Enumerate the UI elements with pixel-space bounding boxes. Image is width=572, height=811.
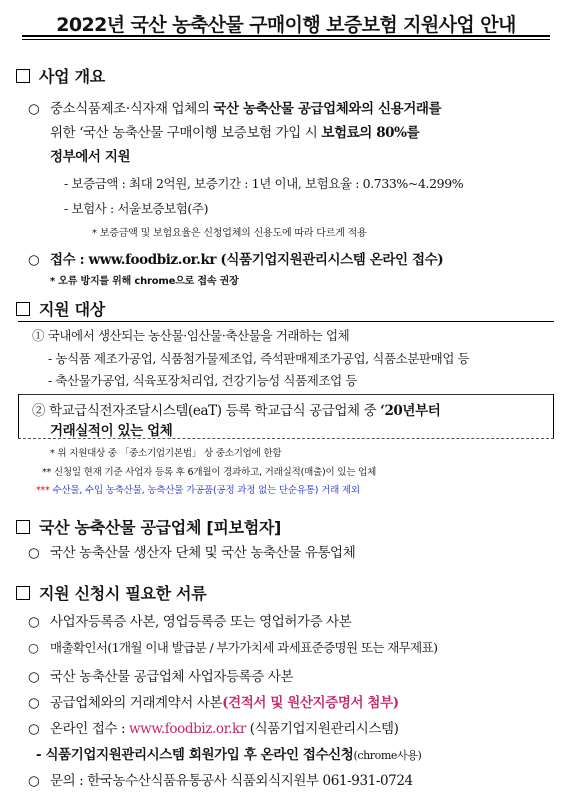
circle-outline-icon: ○ xyxy=(28,614,40,630)
online-apply-url-link[interactable]: www.foodbiz.or.kr xyxy=(129,721,246,737)
section-heading-text: 국산 농축산물 공급업체 [피보험자] xyxy=(39,518,282,537)
square-outline-icon xyxy=(16,302,30,316)
target-item-1-detail-2: - 축산물가공업, 식육포장처리업, 건강기능성 식품제조업 등 xyxy=(48,373,358,388)
circle-outline-icon: ○ xyxy=(28,695,40,711)
target-note-2: ** 신청일 현재 기준 사업자 등록 후 6개월이 경과하고, 거래실적(매출)이 있는 업체 xyxy=(42,467,377,478)
section-heading-text: 사업 개요 xyxy=(39,67,105,86)
overview-paragraph-line-2: 위한 ‘국산 농축산물 구매이행 보증보험 가입 시 보험료의 80%를 xyxy=(50,125,420,141)
supplier-item: ○ 국산 농축산물 생산자 단체 및 국산 농축산물 유통업체 xyxy=(28,545,356,561)
document-item-5-note: - 식품기업지원관리시스템 회원가입 후 온라인 접수신청(chrome사용) xyxy=(36,747,422,763)
overview-apply-note: * 오류 방지를 위해 chrome으로 접속 권장 xyxy=(50,276,239,287)
target-item-1-detail-1: - 농식품 제조가공업, 식품첨가물제조업, 즉석판매제조가공업, 식품소분판매업 등 xyxy=(48,351,470,366)
section-heading-documents xyxy=(16,581,206,604)
target-item-1: ① 국내에서 생산되는 농산물·임산물·축산물을 거래하는 업체 xyxy=(32,328,350,343)
overview-detail-insurer: - 보험사 : 서울보증보험(주) xyxy=(64,201,209,216)
target-box-bottom-rule xyxy=(18,438,554,439)
overview-apply-line: ○ 접수 : www.foodbiz.or.kr (식품기업지원관리시스템 온라인 접수) xyxy=(28,252,444,268)
document-item-2: ○ 매출확인서(1개월 이내 발급분 / 부가가치세 과세표준증명원 또는 재무제표) xyxy=(28,640,438,655)
target-note-3: *** 수산물, 수입 농축산물, 농축산물 가공품(공정 과정 없는 단순유통) 거래 제외 xyxy=(36,485,360,496)
section-heading-overview xyxy=(16,64,105,87)
title-rule-bottom xyxy=(22,39,550,40)
apply-url-link[interactable]: www.foodbiz.or.kr xyxy=(88,252,217,268)
document-item-6-contact: ○ 문의 : 한국농수산식품유통공사 식품외식지원부 061-931-0724 xyxy=(28,773,413,789)
target-item-2-line-2: 거래실적이 있는 업체 xyxy=(50,423,173,439)
overview-note-rate: * 보증금액 및 보험요율은 신청업체의 신용도에 따라 다르게 적용 xyxy=(92,228,367,239)
square-outline-icon xyxy=(16,586,30,600)
title-rule-top xyxy=(22,35,550,37)
circle-outline-icon: ○ xyxy=(28,640,39,655)
circle-outline-icon: ○ xyxy=(28,669,40,685)
section-heading-supplier xyxy=(16,515,281,538)
section-heading-target xyxy=(16,297,105,320)
circle-outline-icon: ○ xyxy=(28,773,40,789)
square-outline-icon xyxy=(16,69,30,83)
document-item-3: ○ 국산 농축산물 공급업체 사업자등록증 사본 xyxy=(28,669,294,685)
section-heading-text: 지원 대상 xyxy=(39,300,105,319)
overview-paragraph-line-3: 정부에서 지원 xyxy=(50,149,131,165)
target-item-2-line-1: ② 학교급식전자조달시스템(eaT) 등록 학교급식 공급업체 중 ‘20년부터 xyxy=(32,403,441,419)
target-box-left-border xyxy=(18,394,19,438)
target-box-top-rule xyxy=(18,321,554,322)
circle-outline-icon: ○ xyxy=(28,545,40,561)
overview-detail-guarantee: - 보증금액 : 최대 2억원, 보증기간 : 1년 이내, 보험요율 : 0.733%~4.299% xyxy=(64,176,464,191)
circle-outline-icon: ○ xyxy=(28,101,40,117)
square-outline-icon xyxy=(16,520,30,534)
circle-outline-icon: ○ xyxy=(28,252,40,268)
document-item-4: ○ 공급업체와의 거래계약서 사본(견적서 및 원산지증명서 첨부) xyxy=(28,695,399,711)
document-title: 2022년 국산 농축산물 구매이행 보증보험 지원사업 안내 xyxy=(56,14,516,36)
document-item-5: ○ 온라인 접수 : www.foodbiz.or.kr (식품기업지원관리시스템) xyxy=(28,721,399,737)
target-note-1: * 위 지원대상 중 「중소기업기본법」 상 중소기업에 한함 xyxy=(50,448,282,459)
overview-paragraph-line-1: ○ 중소식품제조·식자재 업체의 국산 농축산물 공급업체와의 신용거래를 xyxy=(28,101,442,117)
section-heading-text: 지원 신청시 필요한 서류 xyxy=(39,584,207,603)
circle-outline-icon: ○ xyxy=(28,721,40,737)
document-item-1: ○ 사업자등록증 사본, 영업등록증 또는 영업허가증 사본 xyxy=(28,614,352,630)
target-box-mid-rule xyxy=(18,394,554,395)
target-box-right-border xyxy=(553,394,554,438)
